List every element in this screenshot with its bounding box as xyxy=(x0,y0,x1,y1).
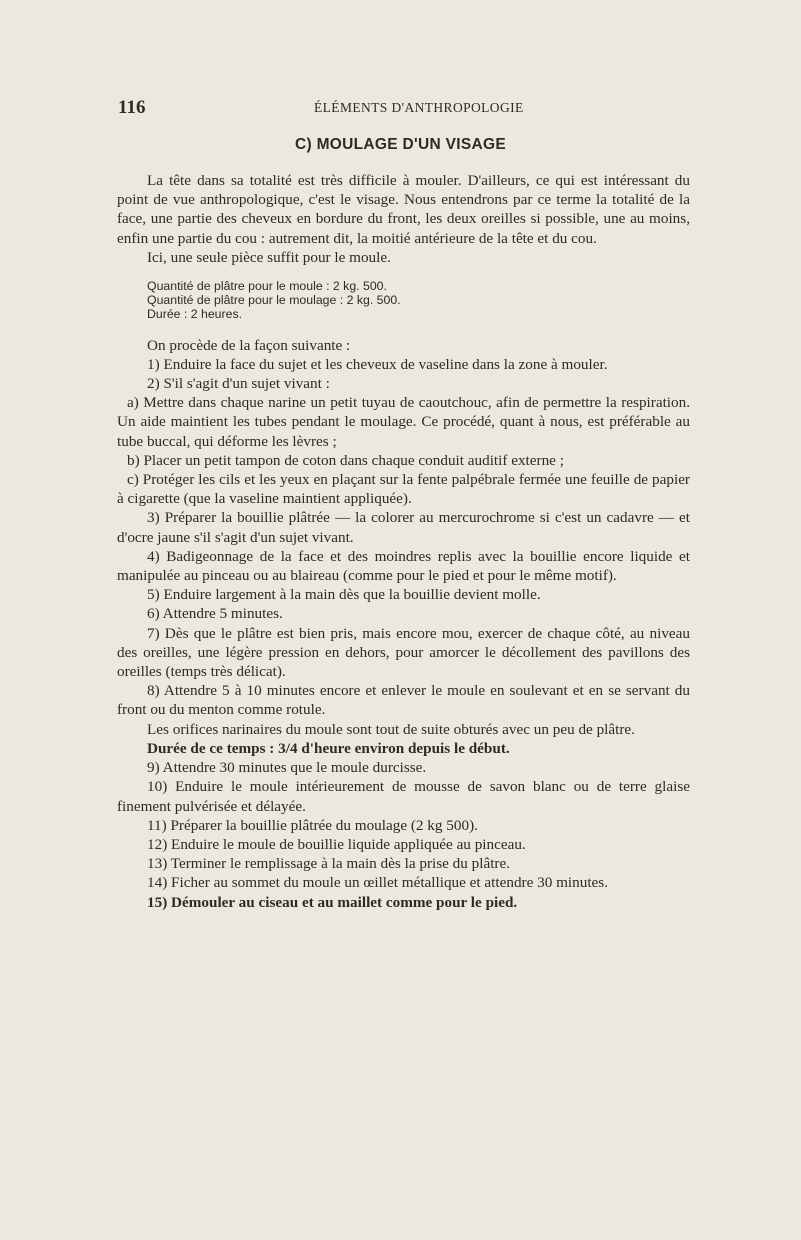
step-8: 8) Attendre 5 à 10 minutes encore et enlever le moule en soulevant et en se servant du front ou du menton comme rotule. xyxy=(117,682,690,719)
step-12: 12) Enduire le moule de bouillie liquide appliquée au pinceau. xyxy=(147,835,526,853)
step-10: 10) Enduire le moule intérieurement de mousse de savon blanc ou de terre glaise finement pulvérisée et délayée. xyxy=(117,778,690,815)
materials-spec xyxy=(147,279,690,322)
page-header xyxy=(118,97,708,119)
intro-paragraph: La tête dans sa totalité est très difficile à mouler. D'ailleurs, ce qui est intéressant du point de vue anthropologique, c'est le visage. Nous entendrons par ce terme la totalité de la face, une partie des cheveux en bordure du front, les deux oreilles si possible, une au moins, enfin une partie du cou : autrement dit, la moitié antérieure de la tête et du cou. xyxy=(117,172,690,247)
step-8-duration: Durée de ce temps : 3/4 d'heure environ depuis le début. xyxy=(147,739,510,757)
intro-paragraph-2: Ici, une seule pièce suffit pour le moule. xyxy=(147,248,391,266)
step-3: 3) Préparer la bouillie plâtrée — la colorer au mercurochrome si c'est un cadavre — et d'ocre jaune s'il s'agit d'un sujet vivant. xyxy=(117,509,690,546)
page-number: 116 xyxy=(118,97,146,118)
step-14: 14) Ficher au sommet du moule un œillet métallique et attendre 30 minutes. xyxy=(147,874,609,892)
spec-line-duration: Durée : 2 heures. xyxy=(147,307,243,322)
spec-line-plaster-cast: Quantité de plâtre pour le moulage : 2 kg. 500. xyxy=(147,293,401,308)
step-5: 5) Enduire largement à la main dès que la bouillie devient molle. xyxy=(147,586,541,604)
step-2c: c) Protéger les cils et les yeux en plaçant sur la fente palpébrale fermée une feuille de papier à cigarette (que la vaseline maintient appliquée). xyxy=(117,471,690,508)
running-title: ÉLÉMENTS D'ANTHROPOLOGIE xyxy=(314,100,524,115)
step-6: 6) Attendre 5 minutes. xyxy=(147,605,283,623)
step-2a: a) Mettre dans chaque narine un petit tuyau de caoutchouc, afin de permettre la respiration. Un aide maintient les tubes pendant le moulage. Ce procédé, quant à nous, est préférable au tube buccal, qui déforme les lèvres ; xyxy=(117,394,690,450)
procedure-intro: On procède de la façon suivante : xyxy=(147,336,351,354)
step-4: 4) Badigeonnage de la face et des moindres replis avec la bouillie encore liquide et manipulée au pinceau ou au blaireau (comme pour le pied et pour le même motif). xyxy=(117,547,690,585)
step-7: 7) Dès que le plâtre est bien pris, mais encore mou, exercer de chaque côté, au niveau des oreilles, une légère pression en dehors, pour amorcer le décollement des pavillons des oreilles (temps très délicat). xyxy=(117,624,690,681)
step-1: 1) Enduire la face du sujet et les cheveux de vaseline dans la zone à mouler. xyxy=(147,355,608,373)
section-title: C) MOULAGE D'UN VISAGE xyxy=(295,136,506,153)
step-2b: b) Placer un petit tampon de coton dans chaque conduit auditif externe ; xyxy=(127,451,564,469)
step-8-note: Les orifices narinaires du moule sont tout de suite obturés avec un peu de plâtre. xyxy=(147,720,635,738)
spec-line-plaster-mould: Quantité de plâtre pour le moule : 2 kg. 500. xyxy=(147,279,387,294)
body-text xyxy=(117,171,690,912)
step-15: 15) Démouler au ciseau et au maillet comme pour le pied. xyxy=(147,893,518,911)
step-9: 9) Attendre 30 minutes que le moule durcisse. xyxy=(147,759,427,777)
step-13: 13) Terminer le remplissage à la main dès la prise du plâtre. xyxy=(147,855,511,873)
step-2: 2) S'il s'agit d'un sujet vivant : xyxy=(147,375,330,393)
step-11: 11) Préparer la bouillie plâtrée du moulage (2 kg 500). xyxy=(147,816,478,834)
